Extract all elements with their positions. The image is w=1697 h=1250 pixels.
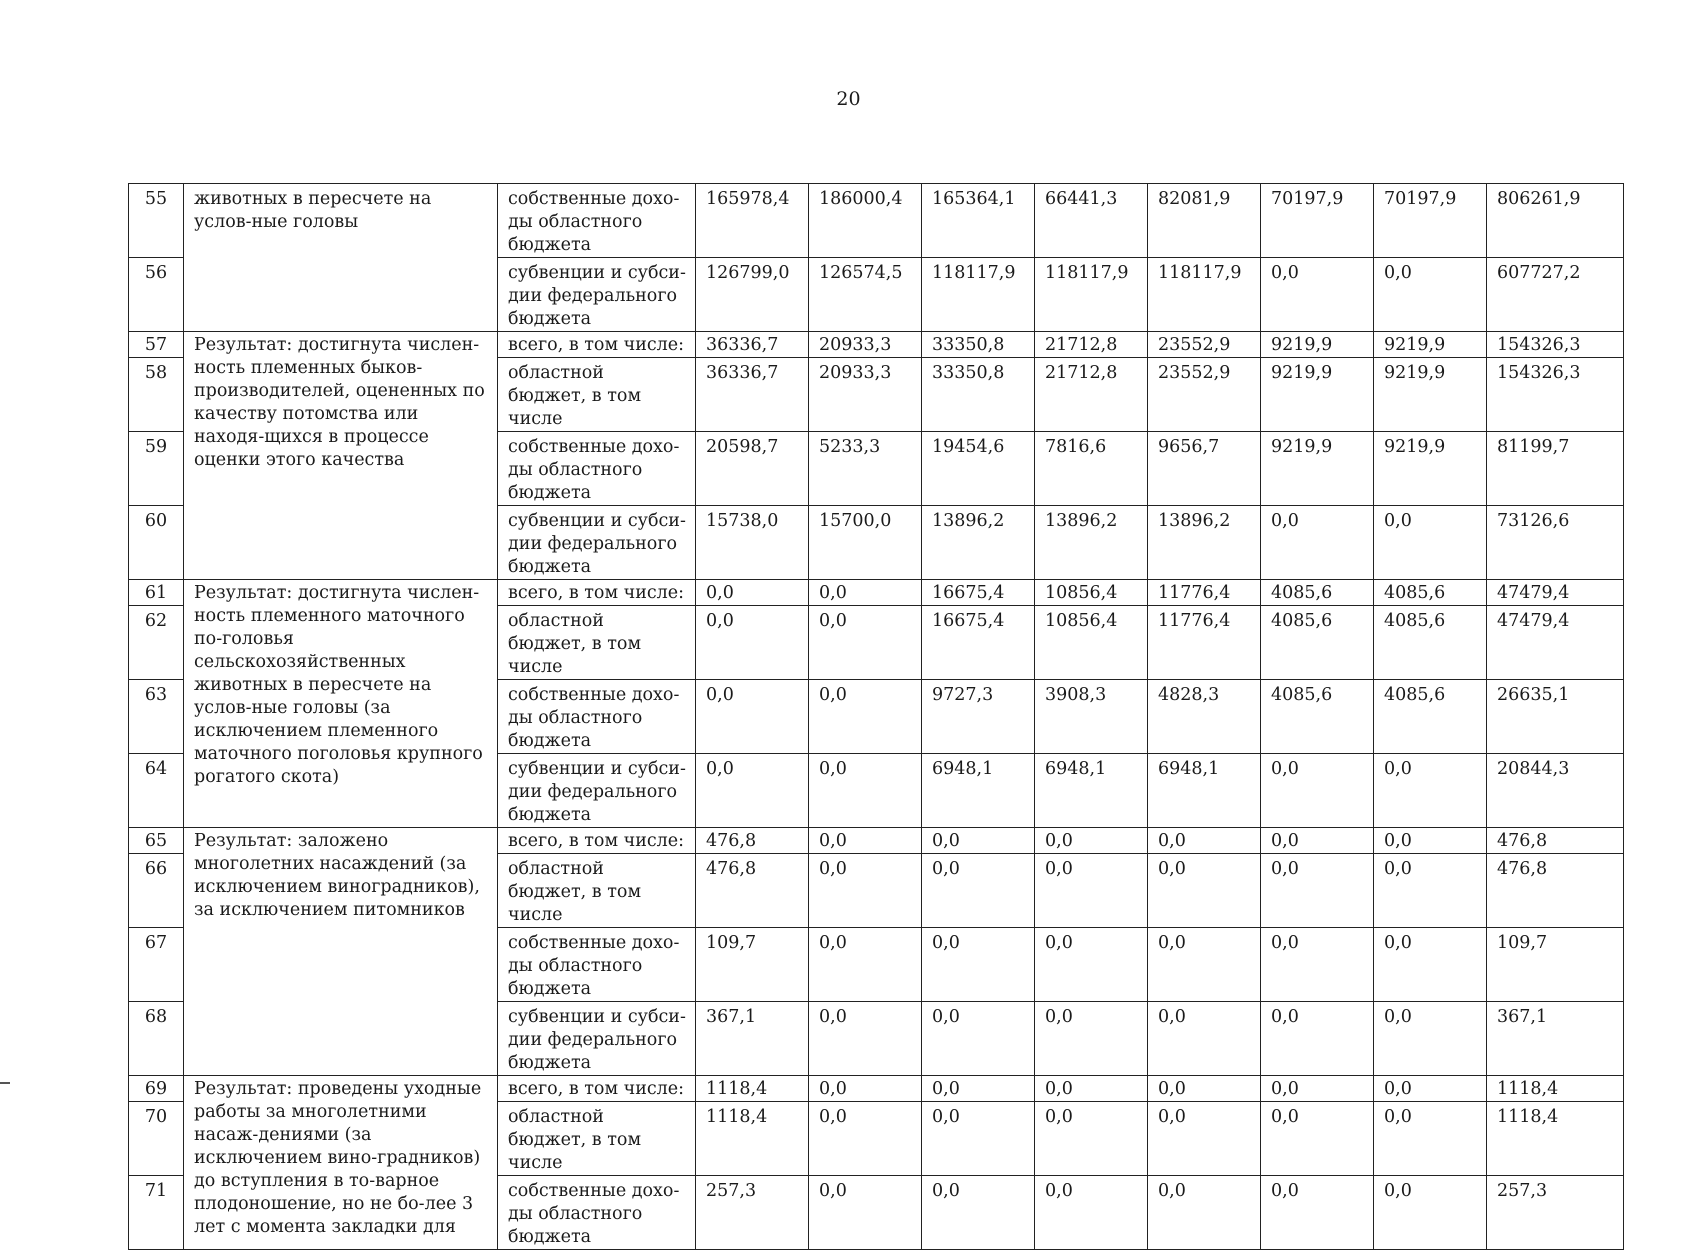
row-number: 55 bbox=[129, 184, 184, 258]
year-value: 0,0 bbox=[1035, 854, 1148, 928]
year-value: 0,0 bbox=[1261, 828, 1374, 854]
year-value: 0,0 bbox=[1261, 1176, 1374, 1250]
year-value: 0,0 bbox=[809, 580, 922, 606]
funding-source: всего, в том числе: bbox=[498, 332, 696, 358]
year-value: 126574,5 bbox=[809, 258, 922, 332]
year-value: 0,0 bbox=[809, 1002, 922, 1076]
year-value: 9656,7 bbox=[1148, 432, 1261, 506]
funding-source: областной бюджет, в том числе bbox=[498, 606, 696, 680]
year-value: 0,0 bbox=[1261, 1102, 1374, 1176]
row-number: 59 bbox=[129, 432, 184, 506]
year-value: 4085,6 bbox=[1374, 606, 1487, 680]
year-value: 0,0 bbox=[1374, 1176, 1487, 1250]
row-number: 61 bbox=[129, 580, 184, 606]
year-value: 1118,4 bbox=[696, 1076, 809, 1102]
year-value: 13896,2 bbox=[922, 506, 1035, 580]
funding-source: собственные дохо-ды областного бюджета bbox=[498, 1176, 696, 1250]
year-value: 19454,6 bbox=[922, 432, 1035, 506]
year-value: 20933,3 bbox=[809, 358, 922, 432]
year-value: 9219,9 bbox=[1261, 332, 1374, 358]
row-number: 67 bbox=[129, 928, 184, 1002]
year-value: 0,0 bbox=[809, 854, 922, 928]
year-value: 0,0 bbox=[1374, 854, 1487, 928]
year-value: 0,0 bbox=[1148, 854, 1261, 928]
year-value: 165364,1 bbox=[922, 184, 1035, 258]
total-value: 1118,4 bbox=[1487, 1102, 1624, 1176]
year-value: 9219,9 bbox=[1261, 358, 1374, 432]
year-value: 36336,7 bbox=[696, 332, 809, 358]
left-edge-mark bbox=[0, 1082, 10, 1084]
year-value: 20933,3 bbox=[809, 332, 922, 358]
total-value: 47479,4 bbox=[1487, 580, 1624, 606]
row-number: 57 bbox=[129, 332, 184, 358]
total-value: 109,7 bbox=[1487, 928, 1624, 1002]
funding-source: всего, в том числе: bbox=[498, 1076, 696, 1102]
table-row bbox=[129, 828, 1624, 854]
year-value: 0,0 bbox=[1261, 1076, 1374, 1102]
year-value: 0,0 bbox=[1148, 928, 1261, 1002]
funding-source: областной бюджет, в том числе bbox=[498, 1102, 696, 1176]
year-value: 4085,6 bbox=[1374, 680, 1487, 754]
funding-source: собственные дохо-ды областного бюджета bbox=[498, 184, 696, 258]
year-value: 4828,3 bbox=[1148, 680, 1261, 754]
year-value: 15700,0 bbox=[809, 506, 922, 580]
year-value: 126799,0 bbox=[696, 258, 809, 332]
funding-source: собственные дохо-ды областного бюджета bbox=[498, 928, 696, 1002]
year-value: 0,0 bbox=[1261, 506, 1374, 580]
year-value: 0,0 bbox=[1148, 828, 1261, 854]
total-value: 26635,1 bbox=[1487, 680, 1624, 754]
year-value: 4085,6 bbox=[1374, 580, 1487, 606]
funding-source: субвенции и субси-дии федерального бюджета bbox=[498, 1002, 696, 1076]
year-value: 118117,9 bbox=[1035, 258, 1148, 332]
year-value: 33350,8 bbox=[922, 358, 1035, 432]
row-number: 62 bbox=[129, 606, 184, 680]
year-value: 16675,4 bbox=[922, 580, 1035, 606]
year-value: 0,0 bbox=[809, 680, 922, 754]
table-body bbox=[129, 184, 1624, 1250]
year-value: 0,0 bbox=[809, 1102, 922, 1176]
year-value: 0,0 bbox=[1148, 1002, 1261, 1076]
year-value: 0,0 bbox=[922, 928, 1035, 1002]
result-description: животных в пересчете на услов-ные головы bbox=[184, 184, 498, 332]
funding-source: всего, в том числе: bbox=[498, 580, 696, 606]
row-number: 70 bbox=[129, 1102, 184, 1176]
funding-source: субвенции и субси-дии федерального бюджета bbox=[498, 258, 696, 332]
row-number: 66 bbox=[129, 854, 184, 928]
row-number: 64 bbox=[129, 754, 184, 828]
funding-source: субвенции и субси-дии федерального бюджета bbox=[498, 506, 696, 580]
row-number: 63 bbox=[129, 680, 184, 754]
year-value: 11776,4 bbox=[1148, 580, 1261, 606]
year-value: 0,0 bbox=[922, 1102, 1035, 1176]
year-value: 70197,9 bbox=[1374, 184, 1487, 258]
year-value: 13896,2 bbox=[1148, 506, 1261, 580]
row-number: 60 bbox=[129, 506, 184, 580]
funding-source: субвенции и субси-дии федерального бюджета bbox=[498, 754, 696, 828]
total-value: 1118,4 bbox=[1487, 1076, 1624, 1102]
year-value: 0,0 bbox=[809, 928, 922, 1002]
year-value: 186000,4 bbox=[809, 184, 922, 258]
total-value: 607727,2 bbox=[1487, 258, 1624, 332]
year-value: 0,0 bbox=[696, 754, 809, 828]
year-value: 13896,2 bbox=[1035, 506, 1148, 580]
year-value: 476,8 bbox=[696, 828, 809, 854]
funding-source: всего, в том числе: bbox=[498, 828, 696, 854]
year-value: 0,0 bbox=[1035, 828, 1148, 854]
year-value: 82081,9 bbox=[1148, 184, 1261, 258]
year-value: 367,1 bbox=[696, 1002, 809, 1076]
year-value: 11776,4 bbox=[1148, 606, 1261, 680]
year-value: 257,3 bbox=[696, 1176, 809, 1250]
row-number: 58 bbox=[129, 358, 184, 432]
table-row bbox=[129, 1076, 1624, 1102]
year-value: 3908,3 bbox=[1035, 680, 1148, 754]
year-value: 0,0 bbox=[809, 1076, 922, 1102]
year-value: 0,0 bbox=[1148, 1076, 1261, 1102]
year-value: 33350,8 bbox=[922, 332, 1035, 358]
year-value: 0,0 bbox=[1035, 1002, 1148, 1076]
result-description: Результат: достигнута числен-ность племенных быков-производителей, оцененных по качеству потомства или находя-щихся в процессе оценки этого качества bbox=[184, 332, 498, 580]
year-value: 0,0 bbox=[922, 828, 1035, 854]
year-value: 0,0 bbox=[696, 580, 809, 606]
table-row bbox=[129, 580, 1624, 606]
year-value: 1118,4 bbox=[696, 1102, 809, 1176]
funding-source: областной бюджет, в том числе bbox=[498, 854, 696, 928]
year-value: 0,0 bbox=[1374, 928, 1487, 1002]
total-value: 154326,3 bbox=[1487, 358, 1624, 432]
year-value: 20598,7 bbox=[696, 432, 809, 506]
year-value: 0,0 bbox=[809, 828, 922, 854]
year-value: 118117,9 bbox=[922, 258, 1035, 332]
funding-source: собственные дохо-ды областного бюджета bbox=[498, 432, 696, 506]
row-number: 69 bbox=[129, 1076, 184, 1102]
total-value: 367,1 bbox=[1487, 1002, 1624, 1076]
year-value: 0,0 bbox=[1035, 1102, 1148, 1176]
year-value: 36336,7 bbox=[696, 358, 809, 432]
year-value: 0,0 bbox=[809, 606, 922, 680]
year-value: 23552,9 bbox=[1148, 358, 1261, 432]
year-value: 0,0 bbox=[1261, 928, 1374, 1002]
total-value: 47479,4 bbox=[1487, 606, 1624, 680]
year-value: 109,7 bbox=[696, 928, 809, 1002]
result-description: Результат: проведены уходные работы за многолетними насаж-дениями (за исключением вино-градников) до вступления в то-варное плодоношение, но не бо-лее 3 лет с момента закладки для bbox=[184, 1076, 498, 1250]
year-value: 0,0 bbox=[1374, 1076, 1487, 1102]
year-value: 0,0 bbox=[1261, 1002, 1374, 1076]
total-value: 476,8 bbox=[1487, 828, 1624, 854]
year-value: 10856,4 bbox=[1035, 606, 1148, 680]
year-value: 9727,3 bbox=[922, 680, 1035, 754]
year-value: 21712,8 bbox=[1035, 332, 1148, 358]
year-value: 0,0 bbox=[1374, 1102, 1487, 1176]
row-number: 65 bbox=[129, 828, 184, 854]
year-value: 15738,0 bbox=[696, 506, 809, 580]
year-value: 0,0 bbox=[1148, 1176, 1261, 1250]
year-value: 0,0 bbox=[696, 680, 809, 754]
funding-source: собственные дохо-ды областного бюджета bbox=[498, 680, 696, 754]
table-row bbox=[129, 332, 1624, 358]
year-value: 21712,8 bbox=[1035, 358, 1148, 432]
total-value: 476,8 bbox=[1487, 854, 1624, 928]
year-value: 66441,3 bbox=[1035, 184, 1148, 258]
year-value: 70197,9 bbox=[1261, 184, 1374, 258]
year-value: 9219,9 bbox=[1374, 332, 1487, 358]
year-value: 0,0 bbox=[1374, 506, 1487, 580]
year-value: 0,0 bbox=[1374, 754, 1487, 828]
year-value: 0,0 bbox=[1148, 1102, 1261, 1176]
year-value: 0,0 bbox=[1261, 258, 1374, 332]
year-value: 0,0 bbox=[696, 606, 809, 680]
year-value: 6948,1 bbox=[922, 754, 1035, 828]
result-description: Результат: заложено многолетних насаждений (за исключением виноградников), за исключением питомников bbox=[184, 828, 498, 1076]
year-value: 0,0 bbox=[922, 1002, 1035, 1076]
total-value: 20844,3 bbox=[1487, 754, 1624, 828]
total-value: 73126,6 bbox=[1487, 506, 1624, 580]
row-number: 56 bbox=[129, 258, 184, 332]
year-value: 0,0 bbox=[1035, 928, 1148, 1002]
result-description: Результат: достигнута числен-ность племенного маточного по-головья сельскохозяйственных животных в пересчете на услов-ные головы (за исключением племенного маточного поголовья крупного рогатого скота) bbox=[184, 580, 498, 828]
year-value: 5233,3 bbox=[809, 432, 922, 506]
year-value: 4085,6 bbox=[1261, 580, 1374, 606]
year-value: 0,0 bbox=[1035, 1176, 1148, 1250]
year-value: 9219,9 bbox=[1374, 432, 1487, 506]
year-value: 9219,9 bbox=[1374, 358, 1487, 432]
year-value: 10856,4 bbox=[1035, 580, 1148, 606]
table-row bbox=[129, 184, 1624, 258]
total-value: 806261,9 bbox=[1487, 184, 1624, 258]
year-value: 0,0 bbox=[1261, 854, 1374, 928]
year-value: 0,0 bbox=[1374, 258, 1487, 332]
budget-table bbox=[128, 183, 1624, 1250]
year-value: 0,0 bbox=[1261, 754, 1374, 828]
year-value: 0,0 bbox=[809, 1176, 922, 1250]
year-value: 4085,6 bbox=[1261, 606, 1374, 680]
total-value: 154326,3 bbox=[1487, 332, 1624, 358]
total-value: 257,3 bbox=[1487, 1176, 1624, 1250]
year-value: 7816,6 bbox=[1035, 432, 1148, 506]
year-value: 476,8 bbox=[696, 854, 809, 928]
funding-source: областной бюджет, в том числе bbox=[498, 358, 696, 432]
year-value: 0,0 bbox=[1374, 1002, 1487, 1076]
year-value: 9219,9 bbox=[1261, 432, 1374, 506]
year-value: 0,0 bbox=[922, 1176, 1035, 1250]
year-value: 0,0 bbox=[1374, 828, 1487, 854]
year-value: 16675,4 bbox=[922, 606, 1035, 680]
year-value: 0,0 bbox=[922, 1076, 1035, 1102]
year-value: 0,0 bbox=[809, 754, 922, 828]
row-number: 68 bbox=[129, 1002, 184, 1076]
total-value: 81199,7 bbox=[1487, 432, 1624, 506]
year-value: 165978,4 bbox=[696, 184, 809, 258]
year-value: 6948,1 bbox=[1035, 754, 1148, 828]
year-value: 0,0 bbox=[922, 854, 1035, 928]
year-value: 6948,1 bbox=[1148, 754, 1261, 828]
year-value: 4085,6 bbox=[1261, 680, 1374, 754]
page-number: 20 bbox=[836, 88, 861, 110]
year-value: 0,0 bbox=[1035, 1076, 1148, 1102]
year-value: 118117,9 bbox=[1148, 258, 1261, 332]
row-number: 71 bbox=[129, 1176, 184, 1250]
year-value: 23552,9 bbox=[1148, 332, 1261, 358]
